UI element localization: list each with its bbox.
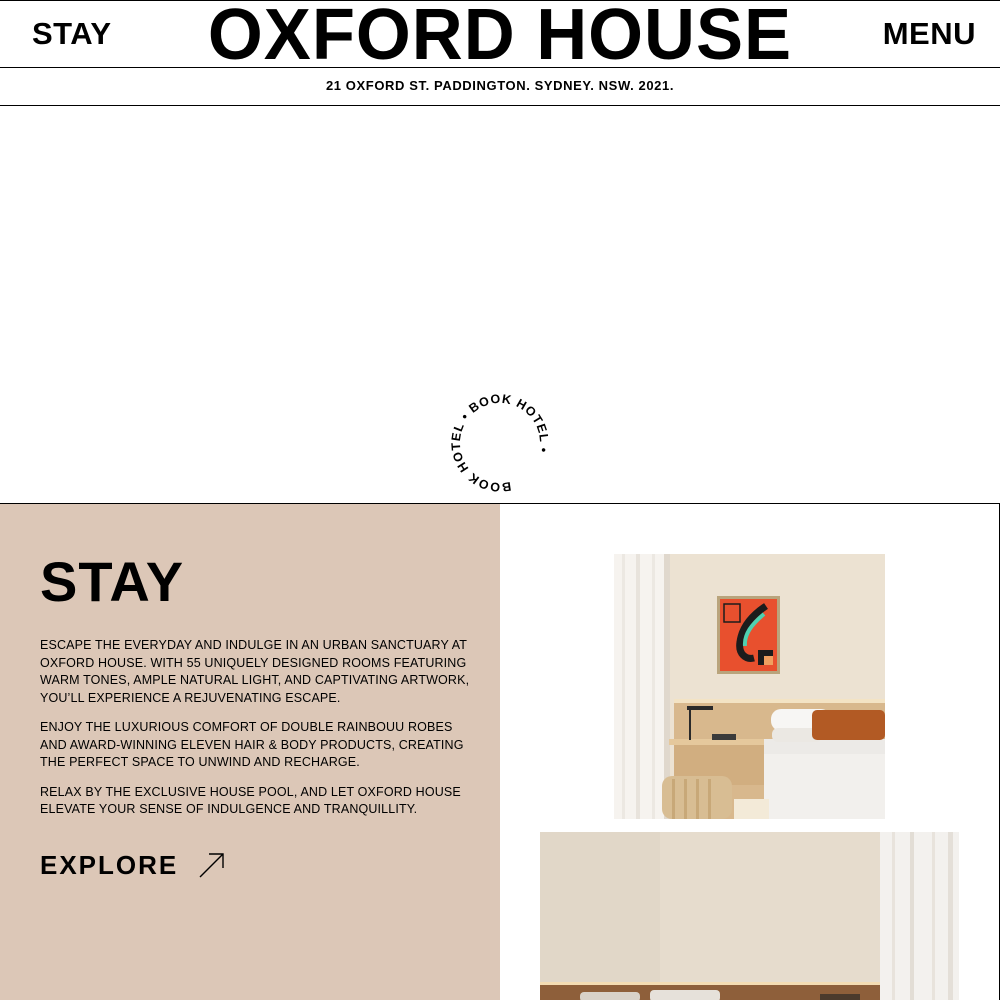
room-gallery bbox=[500, 504, 1000, 1000]
arrow-up-right-icon bbox=[198, 851, 226, 879]
stay-section bbox=[0, 503, 1000, 1000]
site-logo[interactable]: OXFORD HOUSE bbox=[207, 0, 793, 75]
nav-stay-link[interactable]: STAY bbox=[32, 16, 112, 51]
room-photo-artwork[interactable] bbox=[614, 554, 885, 819]
menu-button[interactable]: MENU bbox=[882, 16, 976, 51]
room-photo-bedroom[interactable] bbox=[540, 832, 959, 1000]
svg-text:BOOK HOTEL • BOOK HOTEL • bbox=[445, 388, 555, 498]
book-hotel-ring bbox=[445, 388, 555, 498]
explore-link[interactable] bbox=[40, 847, 226, 883]
explore-label: EXPLORE bbox=[40, 850, 179, 880]
stay-description bbox=[40, 637, 470, 831]
book-hotel-text: BOOK HOTEL • BOOK HOTEL • bbox=[448, 391, 552, 495]
book-hotel-badge[interactable] bbox=[445, 388, 555, 498]
site-header bbox=[0, 0, 1000, 75]
stay-paragraph: ENJOY THE LUXURIOUS COMFORT OF DOUBLE RAINBOUU ROBES AND AWARD-WINNING ELEVEN HAIR & BODY PRODUCTS, CREATING THE PERFECT SPACE TO UNWIND AND RECHARGE. bbox=[40, 720, 464, 769]
stay-paragraph: ESCAPE THE EVERYDAY AND INDULGE IN AN URBAN SANCTUARY AT OXFORD HOUSE. WITH 55 UNIQUELY DESIGNED ROOMS FEATURING WARM TONES, AMPLE NATURAL LIGHT, AND CAPTIVATING ARTWORK, YOU’LL EXPERIENCE A REJUVENATING ESCAPE. bbox=[40, 638, 470, 705]
address-bar: 21 OXFORD ST. PADDINGTON. SYDNEY. NSW. 2021. bbox=[0, 68, 1000, 106]
stay-paragraph: RELAX BY THE EXCLUSIVE HOUSE POOL, AND LET OXFORD HOUSE ELEVATE YOUR SENSE OF INDULGENCE AND TRANQUILLITY. bbox=[40, 784, 461, 816]
stay-heading: STAY bbox=[40, 550, 185, 613]
stay-text-panel bbox=[0, 504, 500, 1000]
